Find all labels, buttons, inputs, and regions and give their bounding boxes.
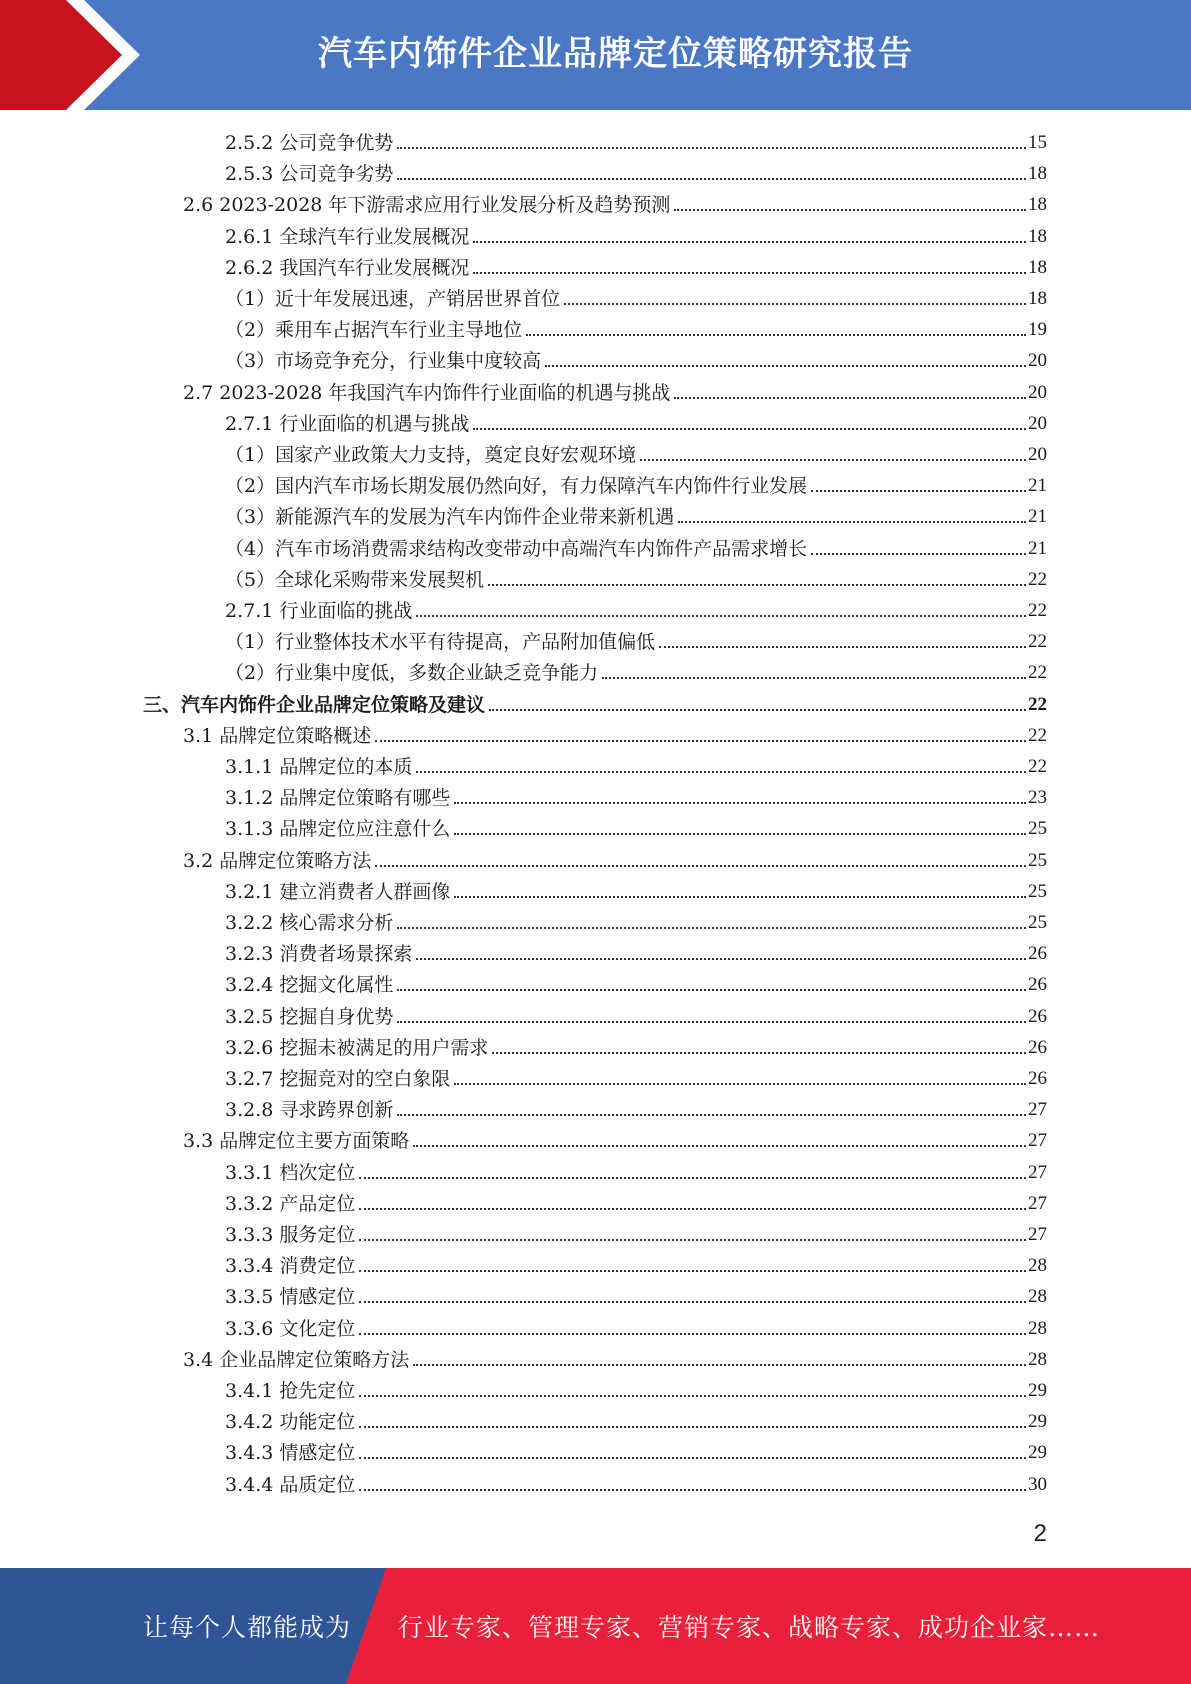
toc-entry[interactable] — [225, 218, 1047, 249]
toc-entry-page: 21 — [1028, 537, 1047, 559]
toc-entry-label: （5）全球化采购带来发展契机 — [225, 568, 485, 591]
toc-entry-page: 26 — [1028, 943, 1047, 965]
toc-entry-label: 3.3.1 档次定位 — [225, 1161, 356, 1184]
toc-entry-label: 3.3.3 服务定位 — [225, 1224, 356, 1246]
toc-entry[interactable] — [225, 623, 1047, 654]
toc-entry-page: 22 — [1028, 568, 1047, 590]
toc-leader-dots — [473, 272, 1026, 274]
toc-entry-label: 2.5.3 公司竞争劣势 — [225, 163, 394, 186]
toc-entry-page: 27 — [1028, 1099, 1047, 1121]
toc-entry-page: 25 — [1028, 912, 1047, 933]
toc-entry-page: 26 — [1028, 1068, 1047, 1089]
toc-entry[interactable] — [225, 124, 1047, 155]
toc-entry[interactable] — [225, 810, 1047, 841]
toc-entry[interactable] — [225, 1403, 1047, 1434]
toc-entry[interactable] — [225, 280, 1047, 311]
toc-entry-page: 27 — [1028, 1192, 1047, 1214]
toc-leader-dots — [416, 771, 1026, 773]
toc-entry[interactable] — [225, 311, 1047, 342]
toc-leader-dots — [473, 241, 1026, 243]
toc-leader-dots — [492, 1052, 1026, 1054]
toc-entry[interactable] — [225, 1310, 1047, 1341]
toc-leader-dots — [413, 1364, 1026, 1366]
toc-entry-page: 20 — [1028, 381, 1047, 403]
toc-entry[interactable] — [225, 779, 1047, 810]
toc-entry[interactable] — [225, 498, 1047, 529]
toc-entry-label: 3.2.4 挖掘文化属性 — [225, 974, 394, 997]
toc-leader-dots — [359, 1426, 1026, 1428]
toc-entry-label: （3）市场竞争充分，行业集中度较高 — [225, 350, 542, 373]
toc-entry-page: 26 — [1028, 1005, 1047, 1027]
toc-entry-label: （2）行业集中度低，多数企业缺乏竞争能力 — [225, 662, 599, 685]
document-title — [200, 0, 1151, 110]
toc-entry-page: 22 — [1028, 693, 1047, 715]
toc-leader-dots — [397, 989, 1026, 991]
toc-entry-label: 3.1 品牌定位策略概述 — [183, 724, 372, 747]
toc-leader-dots — [488, 584, 1026, 586]
toc-entry[interactable] — [183, 374, 1047, 405]
toc-entry-page: 22 — [1028, 756, 1047, 777]
toc-entry-page: 28 — [1028, 1255, 1047, 1277]
toc-entry-label: （3）新能源汽车的发展为汽车内饰件企业带来新机遇 — [225, 506, 675, 529]
toc-entry-label: 3.1.3 品牌定位应注意什么 — [225, 818, 451, 841]
toc-entry-label: 3.3 品牌定位主要方面策略 — [183, 1130, 410, 1153]
toc-leader-dots — [454, 802, 1026, 804]
toc-entry[interactable] — [225, 1372, 1047, 1403]
toc-entry[interactable] — [183, 186, 1047, 217]
toc-leader-dots — [397, 178, 1026, 180]
toc-entry-page: 26 — [1028, 1036, 1047, 1058]
toc-entry[interactable] — [225, 1247, 1047, 1278]
toc-entry-page: 19 — [1028, 319, 1047, 341]
toc-leader-dots — [454, 1083, 1026, 1085]
toc-leader-dots — [375, 865, 1026, 867]
toc-entry-label: 2.7 2023-2028 年我国汽车内饰件行业面临的机遇与挑战 — [183, 381, 671, 404]
toc-entry[interactable] — [225, 966, 1047, 997]
toc-leader-dots — [454, 833, 1026, 835]
toc-entry[interactable] — [225, 1185, 1047, 1216]
toc-leader-dots — [359, 1395, 1026, 1397]
toc-entry-page: 20 — [1028, 412, 1047, 434]
toc-entry-label: 3.2.5 挖掘自身优势 — [225, 1005, 394, 1028]
toc-entry-page: 18 — [1028, 194, 1047, 216]
toc-entry[interactable] — [183, 717, 1047, 748]
toc-entry-label: 2.6 2023-2028 年下游需求应用行业发展分析及趋势预测 — [183, 194, 671, 217]
toc-entry-label: 2.6.1 全球汽车行业发展概况 — [225, 225, 470, 248]
toc-leader-dots — [397, 1114, 1026, 1116]
toc-entry[interactable] — [143, 686, 1047, 717]
toc-entry-label: （2）乘用车占据汽车行业主导地位 — [225, 319, 523, 342]
toc-entry-page: 18 — [1028, 225, 1047, 247]
toc-entry[interactable] — [225, 748, 1047, 779]
toc-entry-label: 3.2.1 建立消费者人群画像 — [225, 880, 451, 903]
toc-entry-label: 3.2.7 挖掘竞对的空白象限 — [225, 1068, 451, 1090]
page-number: 2 — [1033, 1520, 1047, 1547]
toc-entry[interactable] — [225, 342, 1047, 373]
toc-entry-page: 29 — [1028, 1442, 1047, 1464]
toc-entry[interactable] — [225, 904, 1047, 935]
toc-entry-page: 22 — [1028, 631, 1047, 653]
toc-leader-dots — [678, 521, 1026, 523]
toc-entry-label: 3.2.8 寻求跨界创新 — [225, 1099, 394, 1122]
toc-entry[interactable] — [225, 998, 1047, 1029]
toc-entry-page: 22 — [1028, 600, 1047, 621]
toc-entry[interactable] — [183, 1341, 1047, 1372]
toc-leader-dots — [397, 1021, 1026, 1023]
toc-entry-page: 25 — [1028, 880, 1047, 902]
toc-entry-page: 18 — [1028, 163, 1047, 185]
toc-entry-page: 26 — [1028, 974, 1047, 996]
toc-entry-label: 3.2.3 消费者场景探索 — [225, 943, 413, 966]
toc-entry-label: 3.2.2 核心需求分析 — [225, 912, 394, 934]
toc-entry-page: 18 — [1028, 256, 1047, 278]
toc-leader-dots — [359, 1270, 1026, 1272]
toc-entry-page: 28 — [1028, 1348, 1047, 1370]
toc-entry-label: 2.7.1 行业面临的机遇与挑战 — [225, 412, 470, 435]
toc-entry[interactable] — [225, 1029, 1047, 1060]
toc-entry-label: （4）汽车市场消费需求结构改变带动中高端汽车内饰件产品需求增长 — [225, 537, 808, 560]
toc-entry-label: 2.7.1 行业面临的挑战 — [225, 600, 413, 622]
toc-entry[interactable] — [225, 654, 1047, 685]
toc-leader-dots — [416, 958, 1026, 960]
toc-entry-page: 18 — [1028, 288, 1047, 309]
toc-entry-label: 3.4.4 品质定位 — [225, 1473, 356, 1496]
toc-entry-label: （1）国家产业政策大力支持，奠定良好宏观环境 — [225, 444, 637, 466]
toc-entry-page: 29 — [1028, 1380, 1047, 1401]
toc-entry-label: （2）国内汽车市场长期发展仍然向好，有力保障汽车内饰件行业发展 — [225, 475, 808, 498]
toc-entry[interactable] — [225, 467, 1047, 498]
toc-leader-dots — [545, 365, 1026, 367]
toc-entry-page: 27 — [1028, 1224, 1047, 1245]
toc-leader-dots — [811, 490, 1026, 492]
toc-leader-dots — [454, 896, 1026, 898]
toc-entry-page: 23 — [1028, 787, 1047, 809]
toc-leader-dots — [397, 927, 1026, 929]
toc-leader-dots — [674, 397, 1026, 399]
toc-leader-dots — [359, 1239, 1026, 1241]
toc-entry-label: 3.3.5 情感定位 — [225, 1286, 356, 1309]
toc-leader-dots — [659, 646, 1026, 648]
toc-entry-page: 21 — [1028, 506, 1047, 528]
toc-entry[interactable] — [183, 842, 1047, 873]
toc-entry-page: 27 — [1028, 1130, 1047, 1152]
page-header — [0, 0, 1191, 110]
footer-slogan-right: 行业专家、管理专家、营销专家、战略专家、成功企业家…… — [398, 1613, 1101, 1642]
header-arrow-decoration — [0, 0, 160, 110]
toc-entry-page: 28 — [1028, 1317, 1047, 1339]
toc-entry-page: 15 — [1028, 132, 1047, 153]
toc-entry-label: 3.1.1 品牌定位的本质 — [225, 756, 413, 778]
toc-entry[interactable] — [225, 1466, 1047, 1497]
toc-leader-dots — [359, 1333, 1026, 1335]
toc-entry-label: 3.1.2 品牌定位策略有哪些 — [225, 787, 451, 810]
toc-leader-dots — [359, 1301, 1026, 1303]
toc-entry-page: 27 — [1028, 1161, 1047, 1183]
toc-leader-dots — [811, 553, 1026, 555]
toc-entry-label: （1）近十年发展迅速，产销居世界首位 — [225, 288, 561, 310]
toc-leader-dots — [674, 209, 1026, 211]
toc-entry[interactable] — [225, 561, 1047, 592]
toc-entry[interactable] — [225, 1060, 1047, 1091]
toc-entry-page: 25 — [1028, 849, 1047, 871]
toc-entry-page: 25 — [1028, 818, 1047, 840]
document-title-text: 汽车内饰件企业品牌定位策略研究报告 — [318, 34, 913, 74]
toc-entry[interactable] — [225, 592, 1047, 623]
toc-entry-label: 2.5.2 公司竞争优势 — [225, 132, 394, 154]
toc-entry-page: 29 — [1028, 1411, 1047, 1433]
toc-entry-label: （1）行业整体技术水平有待提高，产品附加值偏低 — [225, 631, 656, 654]
toc-entry-page: 28 — [1028, 1286, 1047, 1308]
toc-leader-dots — [473, 428, 1026, 430]
toc-entry[interactable] — [225, 249, 1047, 280]
toc-entry-label: 三、汽车内饰件企业品牌定位策略及建议 — [143, 693, 486, 716]
page-footer — [0, 1568, 1191, 1684]
toc-entry-page: 21 — [1028, 475, 1047, 497]
toc-entry-page: 22 — [1028, 724, 1047, 746]
toc-entry-label: 3.4.2 功能定位 — [225, 1411, 356, 1434]
toc-entry[interactable] — [225, 1091, 1047, 1122]
toc-entry-label: 3.3.4 消费定位 — [225, 1255, 356, 1278]
toc-leader-dots — [416, 615, 1026, 617]
toc-entry-label: 3.2 品牌定位策略方法 — [183, 849, 372, 872]
toc-entry-label: 3.4 企业品牌定位策略方法 — [183, 1348, 410, 1371]
toc-entry[interactable] — [225, 530, 1047, 561]
toc-leader-dots — [602, 677, 1026, 679]
toc-leader-dots — [397, 147, 1026, 149]
toc-leader-dots — [359, 1177, 1026, 1179]
toc-entry-page: 20 — [1028, 350, 1047, 372]
toc-entry[interactable] — [225, 436, 1047, 467]
toc-entry-page: 20 — [1028, 444, 1047, 465]
toc-entry[interactable] — [225, 1154, 1047, 1185]
toc-leader-dots — [526, 334, 1026, 336]
toc-entry-label: 3.2.6 挖掘未被满足的用户需求 — [225, 1036, 489, 1059]
toc-entry-label: 3.4.1 抢先定位 — [225, 1380, 356, 1402]
toc-leader-dots — [375, 740, 1026, 742]
toc-leader-dots — [359, 1489, 1026, 1491]
toc-leader-dots — [640, 459, 1026, 461]
toc-leader-dots — [489, 709, 1026, 711]
toc-entry-label: 3.4.3 情感定位 — [225, 1442, 356, 1465]
toc-entry[interactable] — [183, 1122, 1047, 1153]
toc-leader-dots — [413, 1145, 1026, 1147]
toc-entry-page: 22 — [1028, 662, 1047, 684]
toc-leader-dots — [359, 1208, 1026, 1210]
toc-entry-label: 2.6.2 我国汽车行业发展概况 — [225, 256, 470, 279]
toc-entry[interactable] — [225, 1434, 1047, 1465]
toc-entry[interactable] — [225, 155, 1047, 186]
toc-entry-label: 3.3.2 产品定位 — [225, 1192, 356, 1215]
toc-leader-dots — [359, 1457, 1026, 1459]
toc-entry-page: 30 — [1028, 1473, 1047, 1495]
footer-slogan-left: 让每个人都能成为 — [143, 1613, 352, 1642]
toc-entry[interactable] — [225, 1278, 1047, 1309]
toc-entry[interactable] — [225, 1216, 1047, 1247]
toc-leader-dots — [564, 303, 1026, 305]
toc-entry-label: 3.3.6 文化定位 — [225, 1317, 356, 1340]
toc-entry[interactable] — [225, 405, 1047, 436]
toc-entry[interactable] — [225, 873, 1047, 904]
toc-entry[interactable] — [225, 935, 1047, 966]
